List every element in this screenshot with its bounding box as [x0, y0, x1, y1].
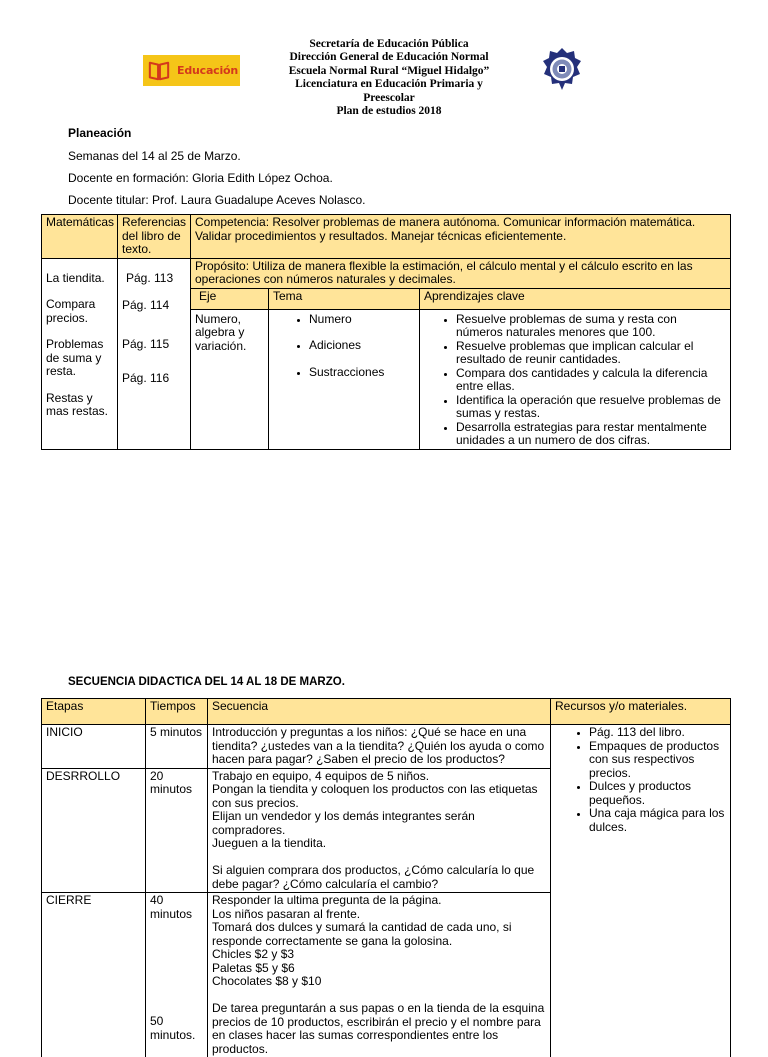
time-cell: 40 minutos: [150, 894, 203, 921]
time-cell: 20 minutos: [146, 768, 208, 893]
lesson-item: Compara precios.: [46, 298, 113, 325]
axis-header: Eje: [191, 288, 269, 309]
topic-header: Tema: [269, 288, 420, 309]
page-title: Planeación: [68, 126, 131, 140]
teacher-titular-text: Docente titular: Prof. Laura Guadalupe Aceves Nolasco.: [68, 193, 366, 207]
weeks-text: Semanas del 14 al 25 de Marzo.: [68, 149, 241, 163]
learning-item: • Compara dos cantidades y calcula la diferencia entre ellas.: [456, 367, 726, 394]
school-emblem-icon: [542, 47, 582, 91]
lesson-item: La tiendita.: [46, 272, 113, 286]
pages-cell: [118, 258, 191, 449]
topic-item: • Numero: [309, 313, 415, 327]
time-cell-group: [146, 893, 208, 1057]
axis-cell: [191, 309, 269, 449]
page-ref: Pág. 115: [122, 338, 186, 372]
resource-item: • Pág. 113 del libro.: [589, 726, 726, 740]
resources-header: Recursos y/o materiales.: [551, 699, 731, 725]
time-cell-homework: 50 minutos.: [150, 1015, 203, 1042]
header-line: Escuela Normal Rural “Miguel Hidalgo”: [262, 65, 516, 78]
lesson-item: Restas y mas restas.: [46, 392, 113, 419]
page-ref: Pág. 114: [122, 299, 186, 338]
topic-item: • Sustracciones: [309, 366, 415, 380]
stage-cell: INICIO: [42, 725, 146, 769]
learning-item: • Resuelve problemas de suma y resta con números naturales menores que 100.: [456, 313, 726, 340]
resource-item: • Empaques de productos con sus respectivos precios.: [589, 740, 726, 781]
competency-cell: Competencia: Resolver problemas de manera autónoma. Comunicar información matemática. Validar procedimientos y resultados. Manejar técnicas eficientemente.: [191, 215, 731, 259]
teacher-training-text: Docente en formación: Gloria Edith López Ochoa.: [68, 171, 333, 185]
topics-cell: [269, 309, 420, 449]
header-line: Preescolar: [262, 92, 516, 105]
header-line: Dirección General de Educación Normal: [262, 51, 516, 64]
time-cell: 5 minutos: [146, 725, 208, 769]
purpose-cell: Propósito: Utiliza de manera flexible la estimación, el cálculo mental y el cálculo escrito en las operaciones con números naturales y decimales.: [191, 258, 731, 288]
subject-header: Matemáticas: [42, 215, 118, 259]
stage-cell: CIERRE: [42, 893, 146, 1057]
stage-cell: DESRROLLO: [42, 768, 146, 893]
resource-item: • Una caja mágica para los dulces.: [589, 807, 726, 834]
sequence-cell: Trabajo en equipo, 4 equipos de 5 niños. Pongan la tiendita y coloquen los productos con las etiquetas con sus precios. Elijan un vendedor y los demás integrantes serán compradores. Jueguen a la tiendita. Si alguien comprara dos productos, ¿Cómo calcularía lo que debe pagar? ¿Cómo calcularía el cambio?: [208, 768, 551, 893]
references-header: Referencias del libro de texto.: [118, 215, 191, 259]
sequence-table: [41, 698, 731, 1057]
planning-table: [41, 214, 731, 450]
learning-item: • Identifica la operación que resuelve problemas de sumas y restas.: [456, 394, 726, 421]
sequence-title: SECUENCIA DIDACTICA DEL 14 AL 18 DE MARZO.: [68, 676, 345, 688]
page-ref: Pág. 116: [122, 372, 186, 386]
education-logo: [143, 55, 240, 86]
header-line: Licenciatura en Educación Primaria y: [262, 78, 516, 91]
axis-text: Numero, algebra y variación.: [195, 313, 264, 354]
sequence-header: Secuencia: [208, 699, 551, 725]
topic-item: • Adiciones: [309, 339, 415, 353]
times-header: Tiempos: [146, 699, 208, 725]
sequence-cell: Responder la ultima pregunta de la página. Los niños pasaran al frente. Tomará dos dulces y sumará la cantidad de cada uno, si responde correctamente se gana la golosina. Chicles $2 y $3 Paletas $5 y $6 Chocolates $8 y $10 De tarea preguntarán a sus papas o en la tienda de la esquina precios de 10 productos, escribirán el precio y el nombre para en clases hacer las sumas correspondientes entre los productos.: [208, 893, 551, 1057]
learnings-cell: [420, 309, 731, 449]
page-ref: Pág. 113: [122, 272, 186, 299]
learning-item: • Resuelve problemas que implican calcular el resultado de reunir cantidades.: [456, 340, 726, 367]
header-line: Plan de estudios 2018: [262, 105, 516, 118]
institution-header: [262, 38, 516, 118]
resources-cell: [551, 725, 731, 1057]
lesson-item: Problemas de suma y resta.: [46, 338, 113, 379]
lessons-cell: [42, 258, 118, 449]
header-line: Secretaría de Educación Pública: [262, 38, 516, 51]
resource-item: • Dulces y productos pequeños.: [589, 780, 726, 807]
sequence-cell: Introducción y preguntas a los niños: ¿Qué se hace en una tiendita? ¿ustedes van a la tiendita? ¿Quién los ayuda o como hacen para pagar? ¿Saben el precio de los productos?: [208, 725, 551, 769]
learning-header: Aprendizajes clave: [420, 288, 731, 309]
logo-text: Educación: [177, 64, 238, 77]
learning-item: • Desarrolla estrategias para restar mentalmente unidades a un numero de dos cifras.: [456, 421, 726, 448]
stages-header: Etapas: [42, 699, 146, 725]
book-icon: [148, 60, 170, 82]
